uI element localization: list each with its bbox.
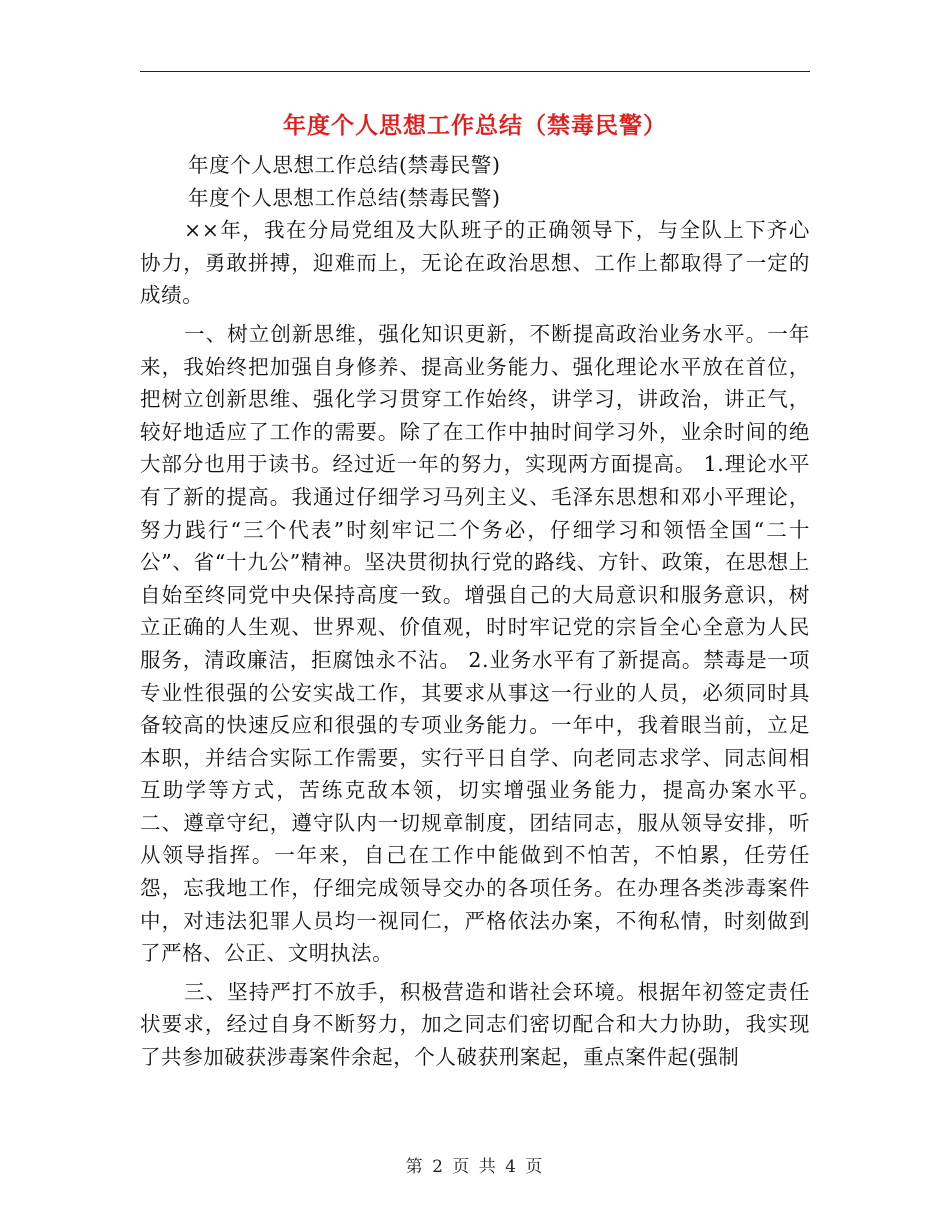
page-footer: 第 2 页 共 4 页 [405,1157,545,1177]
subtitle-line-2: 年度个人思想工作总结(禁毒民警) [188,185,501,210]
header-rule [140,71,810,72]
subtitle-line-1: 年度个人思想工作总结(禁毒民警) [188,153,501,177]
paragraph-section-3: 三、坚持严打不放手，积极营造和谐社会环境。根据年初签定责任状要求，经过自身不断努力，加之同志们密切配合和大力协助，我实现了共参加破获涉毒案件余起，个人破获刑案起，重点案件起(强制 [140,979,810,1070]
document-body [140,149,853,1074]
paragraph-intro: ××年，我在分局党组及大队班子的正确领导下，与全队上下齐心协力，勇敢拼搏，迎难而上，无论在政治思想、工作上都取得了一定的成绩。 [140,218,810,308]
document-title: 年度个人思想工作总结（禁毒民警） [283,112,667,139]
paragraph-section-1-2: 一、树立创新思维，强化知识更新，不断提高政治业务水平。一年来，我始终把加强自身修养、提高业务能力、强化理论水平放在首位，把树立创新思维、强化学习贯穿工作始终，讲学习，讲政治，讲正气，较好地适应了工作的需要。除了在工作中抽时间学习外，业余时间的绝大部分也用于读书。经过近一年的努力，实现两方面提高。 1.理论水平有了新的提高。我通过仔细学习马列主义、毛泽东思想和邓小平理论，努力践行“三个代表”时刻牢记二个务必，仔细学习和领悟全国“二十公”、省“十九公”精神。坚决贯彻执行党的路线、方针、政策，在思想上自始至终同党中央保持高度一致。增强自己的大局意识和服务意识，树立正确的人生观、世界观、价值观，时时牢记党的宗旨全心全意为人民服务，清政廉洁，拒腐蚀永不沾。 2.业务水平有了新提高。禁毒是一项专业性很强的公安实战工作，其要求从事这一行业的人员，必须同时具备较高的快速反应和很强的专项业务能力。一年中，我着眼当前，立足本职，并结合实际工作需要，实行平日自学、向老同志求学、同志间相互助学等方式，苦练克敌本领，切实增强业务能力，提高办案水平。 二、遵章守纪，遵守队内一切规章制度，团结同志，服从领导安排，听从领导指挥。一年来，自己在工作中能做到不怕苦，不怕累，任劳任怨，忘我地工作，仔细完成领导交办的各项任务。在办理各类涉毒案件中，对违法犯罪人员均一视同仁，严格依法办案，不徇私情，时刻做到了严格、公正、文明执法。 [140,321,853,966]
